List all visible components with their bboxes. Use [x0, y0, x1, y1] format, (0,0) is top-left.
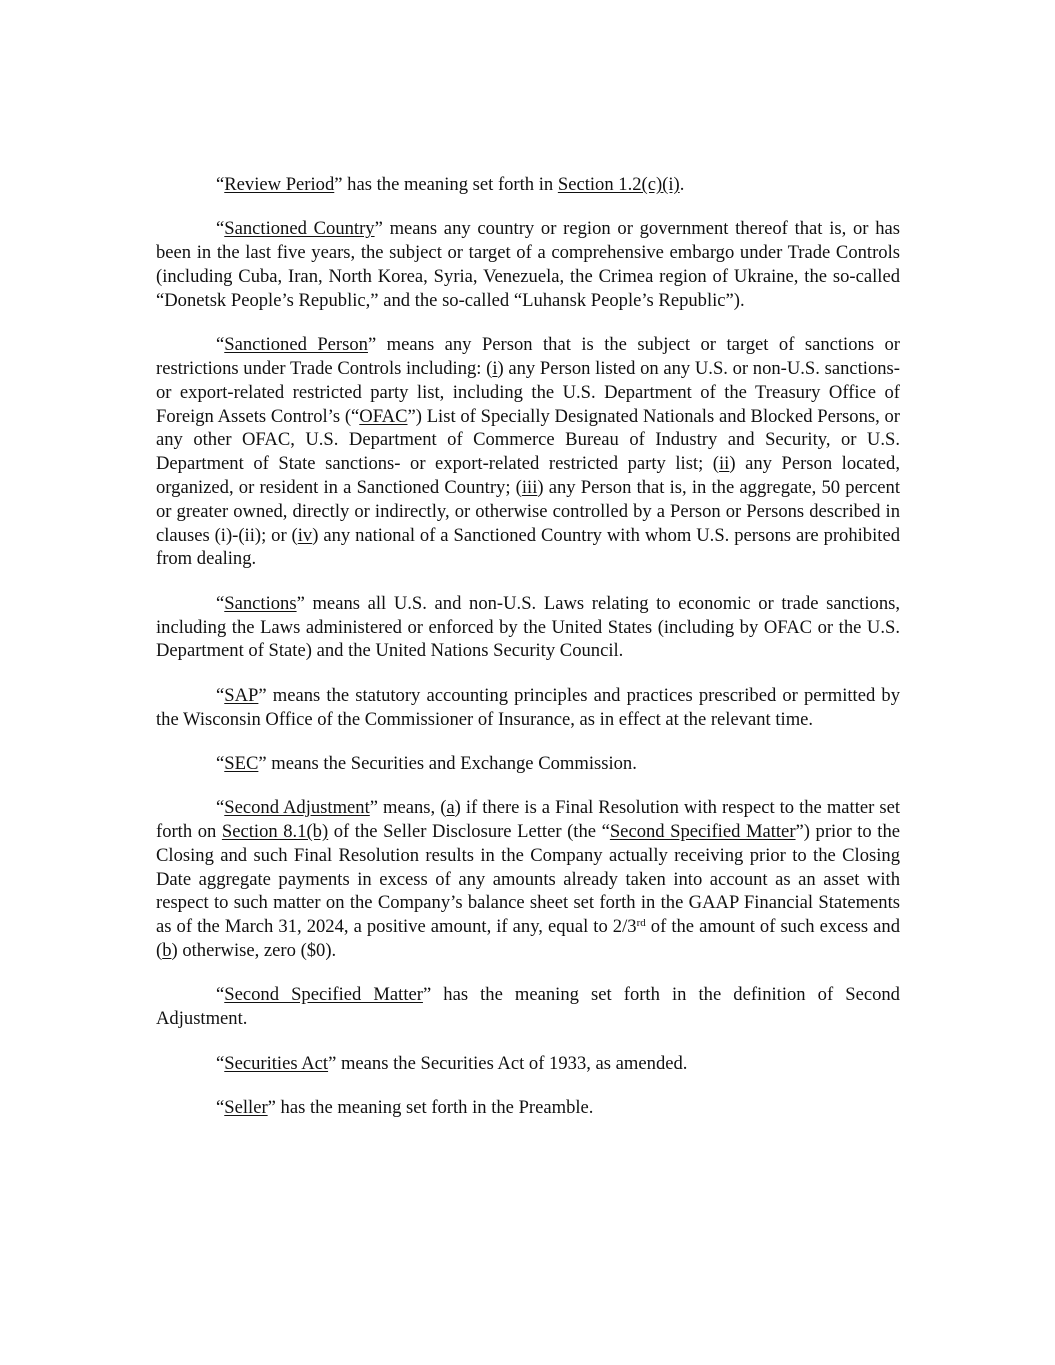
- defined-term: SAP: [224, 684, 259, 706]
- defined-term: Second Specified Matter: [224, 984, 423, 1006]
- defined-term: Seller: [224, 1097, 268, 1119]
- text-segment: ” has the meaning set forth in: [334, 174, 558, 195]
- text-segment: ) any Person that is, in the aggregate, 50 percent or greater owned, directly or indirectly, or otherwise controlled by a Person or Persons described in clauses (i)-(ii); or (: [156, 476, 900, 546]
- text-segment: ” means any Person that is the subject or target of sanctions or restrictions under Trade Controls including: (: [156, 334, 900, 379]
- defined-term: Sanctions: [224, 592, 297, 614]
- definition-sanctioned-country: [156, 217, 900, 312]
- defined-term: iv: [297, 524, 313, 546]
- defined-term: Sanctioned Country: [224, 218, 375, 240]
- text-segment: ”) prior to the Closing and such Final Resolution results in the Company actually receiving prior to the Closing Date aggregate payments in excess of any amounts already taken into account as an asset with respect to such matter on the Company’s balance sheet set forth in the GAAP Financial Statements as of the March 31, 2024, a positive amount, if any, equal to 2/3: [156, 821, 901, 938]
- text-segment: ) any national of a Sanctioned Country with whom U.S. persons are prohibited from dealing.: [156, 524, 900, 570]
- text-segment: “: [216, 984, 225, 1006]
- definition-review-period: [156, 173, 900, 197]
- document-body: [156, 173, 900, 1140]
- text-segment: ” has the meaning set forth in the Preamble.: [267, 1097, 594, 1119]
- defined-term: iii: [521, 476, 538, 498]
- text-segment: “: [216, 684, 225, 706]
- text-segment: ” means any country or region or government thereof that is, or has been in the last five years, the subject or target of a comprehensive embargo under Trade Controls (including Cuba, Iran, North Korea, Syria, Venezuela, the Crimea region of Ukraine, the so-called “Donetsk People’s Republic,” and the so-called “Luhansk People’s Republic”).: [156, 218, 900, 311]
- text-segment: “: [216, 1052, 225, 1074]
- text-segment: “: [216, 218, 225, 240]
- defined-term: Second Specified Matter: [609, 821, 796, 843]
- text-segment: ” means, (: [369, 797, 447, 819]
- text-segment: of the amount of such excess and (: [156, 916, 900, 962]
- text-segment: “: [216, 592, 225, 614]
- definition-sanctions: [156, 592, 900, 663]
- defined-term: Section 8.1(b): [221, 821, 329, 843]
- text-segment: .: [679, 174, 685, 195]
- defined-term: Review Period: [224, 174, 335, 195]
- text-segment: “: [216, 1097, 225, 1119]
- text-segment: of the Seller Disclosure Letter (the “: [328, 821, 610, 843]
- text-segment: ” means the statutory accounting principles and practices prescribed or permitted by the Wisconsin Office of the Commissioner of Insurance, as in effect at the relevant time.: [156, 684, 900, 730]
- text-segment: ”) List of Specially Designated Nationals and Blocked Persons, or any other OFAC, U.S. Department of Commerce Bureau of Industry and Security, or U.S. Department of State sanctions- or export-related restricted party list; (: [156, 405, 900, 475]
- defined-term: i: [492, 357, 498, 379]
- defined-term: Securities Act: [224, 1052, 329, 1074]
- definition-second-adjustment: [156, 796, 900, 963]
- definition-seller: [156, 1096, 900, 1120]
- text-segment: “: [216, 334, 225, 356]
- text-segment: ) any Person located, organized, or resident in a Sanctioned Country; (: [156, 453, 900, 498]
- text-segment: “: [216, 797, 225, 819]
- defined-term: Section 1.2(c)(i): [557, 174, 680, 195]
- text-segment: “: [216, 174, 225, 195]
- definition-securities-act: [156, 1052, 900, 1076]
- defined-term: Second Adjustment: [224, 797, 370, 819]
- defined-term: b: [162, 940, 172, 962]
- text-segment: ” means all U.S. and non-U.S. Laws relating to economic or trade sanctions, including the Laws administered or enforced by the United States (including by OFAC or the U.S. Department of State) and the United Nations Security Council.: [156, 592, 900, 662]
- defined-term: OFAC: [359, 405, 408, 427]
- text-segment: ” means the Securities and Exchange Commission.: [258, 752, 637, 774]
- definition-second-specified-matter: [156, 983, 900, 1031]
- defined-term: ii: [719, 453, 730, 475]
- definition-sap: [156, 684, 900, 732]
- text-segment: ” has the meaning set forth in the definition of Second Adjustment.: [156, 984, 900, 1030]
- text-segment: ” means the Securities Act of 1933, as amended.: [328, 1052, 688, 1074]
- text-segment: ) otherwise, zero ($0).: [171, 940, 337, 962]
- definition-sanctioned-person: [156, 333, 900, 571]
- text-segment: ) if there is a Final Resolution with respect to the matter set forth on: [156, 797, 900, 843]
- definition-sec: [156, 752, 900, 776]
- defined-term: a: [446, 797, 455, 819]
- ordinal-superscript: rd: [636, 917, 646, 930]
- text-segment: ) any Person listed on any U.S. or non-U.S. sanctions- or export-related restricted party list, including the U.S. Department of the Treasury Office of Foreign Assets Control’s (“: [156, 357, 900, 427]
- defined-term: SEC: [224, 752, 259, 774]
- text-segment: “: [216, 752, 225, 774]
- defined-term: Sanctioned Person: [224, 334, 368, 356]
